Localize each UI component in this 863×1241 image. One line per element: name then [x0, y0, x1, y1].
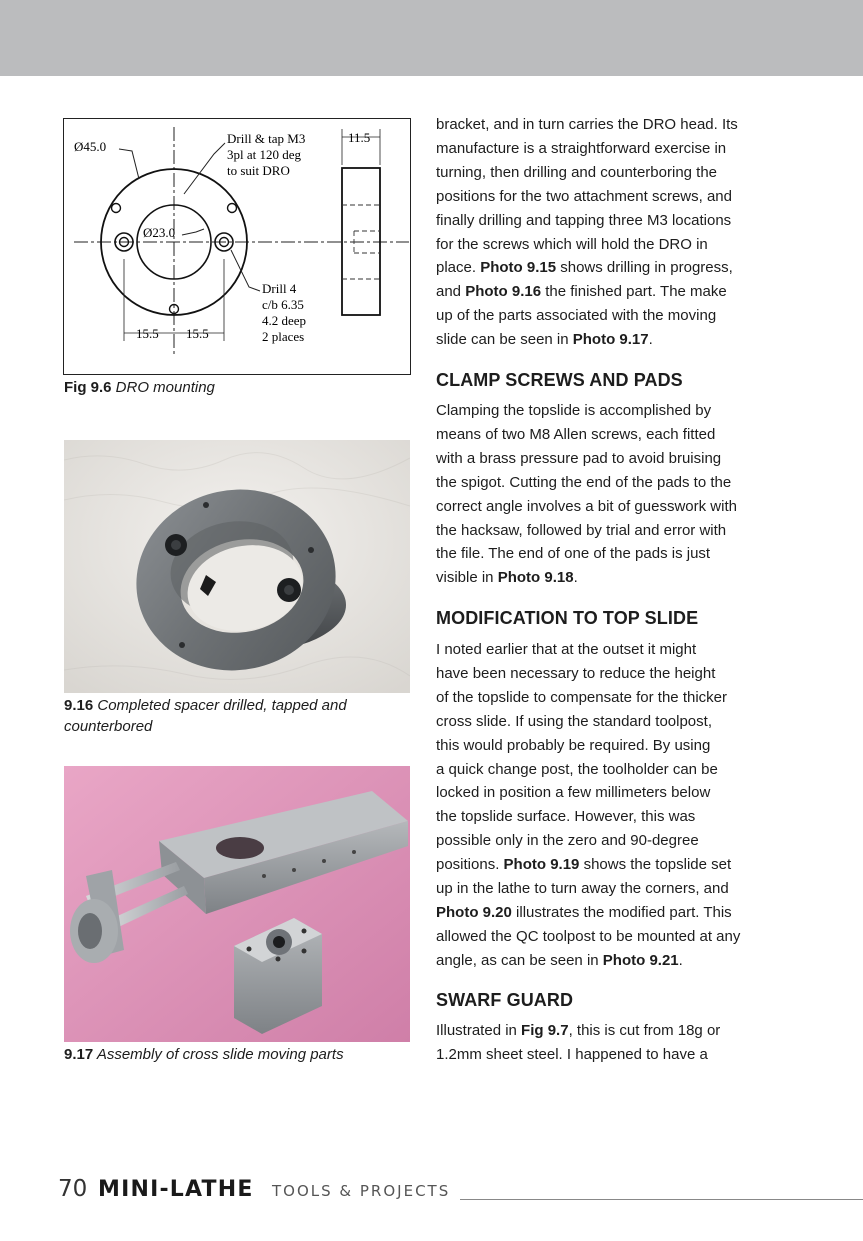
text-fragment: shows the topslide set: [579, 856, 732, 874]
photo-reference: Photo 9.16: [465, 283, 542, 301]
text-fragment: and: [436, 283, 466, 301]
text-line: for the screws which will hold the DRO in: [436, 235, 708, 253]
outer-diameter-label: Ø45.0: [74, 139, 107, 154]
photo-completed-spacer: [64, 440, 410, 693]
text-line: a quick change post, the toolholder can be: [436, 760, 718, 778]
section-heading: CLAMP SCREWS AND PADS: [436, 370, 683, 390]
inner-diameter-label: Ø23.0: [143, 225, 176, 240]
text-fragment: place.: [436, 259, 481, 277]
figure-caption: [64, 378, 410, 398]
page-number: 70: [58, 1176, 88, 1202]
photo-reference: Photo 9.21: [602, 951, 679, 969]
text-line: bracket, and in turn carries the DRO head. Its: [436, 116, 738, 133]
dim-left-label: 15.5: [136, 326, 159, 341]
text-line: the file. The end of one of the pads is just: [436, 545, 711, 563]
book-title: MINI-LATHE: [98, 1177, 254, 1202]
text-fragment: Illustrated in: [436, 1022, 522, 1039]
text-line: up of the parts associated with the moving: [436, 307, 717, 325]
section-swarf: [436, 990, 791, 1011]
photo-cross-slide-assembly: [64, 766, 410, 1042]
thickness-label: 11.5: [348, 130, 371, 145]
text-line: locked in position a few millimeters below: [436, 784, 711, 802]
drill4-note-1: Drill 4: [262, 281, 297, 296]
swarf-paragraph: [436, 1019, 796, 1067]
section-heading: SWARF GUARD: [436, 990, 574, 1010]
text-line: [436, 949, 796, 973]
text-line: 1.2mm sheet steel. I happened to have a: [436, 1045, 708, 1063]
text-fragment: , this is cut from 18g or: [568, 1022, 721, 1039]
text-line: of the topslide to compensate for the thicker: [436, 688, 727, 706]
section-heading: MODIFICATION TO TOP SLIDE: [436, 608, 699, 628]
modification-paragraph: [436, 638, 796, 973]
text-line: [436, 566, 796, 590]
text-line: finally drilling and tapping three M3 locations: [436, 211, 732, 229]
dro-mounting-drawing: [63, 118, 411, 375]
text-line: the topslide surface. However, this was: [436, 808, 696, 826]
photo-reference: Photo 9.19: [503, 856, 580, 874]
text-line: have been necessary to reduce the height: [436, 664, 716, 682]
text-line: [436, 901, 796, 925]
drill-tap-note-1: Drill & tap M3: [227, 131, 306, 146]
figure-caption-ref: Fig 9.6: [64, 379, 112, 396]
text-fragment: slide can be seen in: [436, 331, 573, 349]
photo-reference: Photo 9.17: [572, 331, 649, 349]
text-line: I noted earlier that at the outset it might: [436, 641, 697, 658]
text-line: possible only in the zero and 90-degree: [436, 832, 699, 850]
text-line: the spigot. Cutting the end of the pads to the: [436, 473, 732, 491]
figure-caption-text: DRO mounting: [111, 379, 215, 396]
text-line: allowed the QC toolpost to be mounted at any: [436, 927, 741, 945]
text-fragment: .: [648, 331, 653, 349]
text-fragment: the finished part. The make: [541, 283, 727, 301]
text-fragment: .: [573, 569, 578, 587]
book-subtitle: TOOLS & PROJECTS: [272, 1182, 451, 1200]
text-fragment: positions.: [436, 856, 504, 874]
text-line: with a brass pressure pad to avoid bruising: [436, 449, 722, 467]
text-fragment: angle, as can be seen in: [436, 951, 603, 969]
figure-reference: Fig 9.7: [521, 1022, 569, 1039]
text-line: [436, 328, 796, 352]
text-line: [436, 280, 796, 304]
text-line: up in the lathe to turn away the corners, and: [436, 880, 729, 898]
drill4-note-2: c/b 6.35: [262, 297, 304, 312]
text-line: turning, then drilling and counterboring the: [436, 163, 718, 181]
text-line: [436, 256, 796, 280]
text-line: this would probably be required. By using: [436, 736, 711, 754]
text-line: manufacture is a straightforward exercise in: [436, 139, 727, 157]
footer-rule: [460, 1199, 863, 1200]
photo-9-17-caption: [64, 1044, 410, 1065]
text-line: [436, 1019, 796, 1043]
text-line: means of two M8 Allen screws, each fitted: [436, 425, 716, 443]
text-line: Clamping the topslide is accomplished by: [436, 402, 712, 419]
photo-9-17-caption-text: Assembly of cross slide moving parts: [93, 1046, 344, 1063]
section-modification: [436, 608, 791, 629]
drill4-note-3: 4.2 deep: [262, 313, 307, 328]
drill4-note-4: 2 places: [262, 329, 305, 344]
clamp-paragraph: [436, 399, 796, 590]
photo-9-16-caption-ref: 9.16: [64, 697, 94, 714]
text-line: positions for the two attachment screws, and: [436, 187, 732, 205]
page-footer: [58, 1176, 863, 1206]
photo-9-17-caption-ref: 9.17: [64, 1046, 94, 1063]
dim-right-label: 15.5: [186, 326, 209, 341]
text-line: the hacksaw, followed by trial and error with: [436, 521, 727, 539]
photo-reference: Photo 9.18: [497, 569, 574, 587]
text-line: cross slide. If using the standard toolpost,: [436, 712, 712, 730]
drill-tap-note-2: 3pl at 120 deg: [227, 147, 302, 162]
text-fragment: visible in: [436, 569, 498, 587]
drill-tap-note-3: to suit DRO: [227, 163, 290, 178]
text-fragment: illustrates the modified part. This: [511, 903, 732, 921]
text-fragment: shows drilling in progress,: [556, 259, 733, 277]
text-fragment: .: [678, 951, 683, 969]
intro-paragraph: [436, 113, 796, 352]
photo-reference: Photo 9.15: [480, 259, 557, 277]
text-line: [436, 853, 796, 877]
photo-9-16-caption: [64, 695, 410, 737]
section-clamp: [436, 370, 791, 391]
photo-9-16-caption-text: Completed spacer drilled, tapped and counterbored: [64, 697, 347, 735]
text-line: correct angle involves a bit of guesswork with: [436, 497, 737, 515]
photo-reference: Photo 9.20: [436, 903, 512, 921]
page-header-band: [0, 0, 863, 76]
